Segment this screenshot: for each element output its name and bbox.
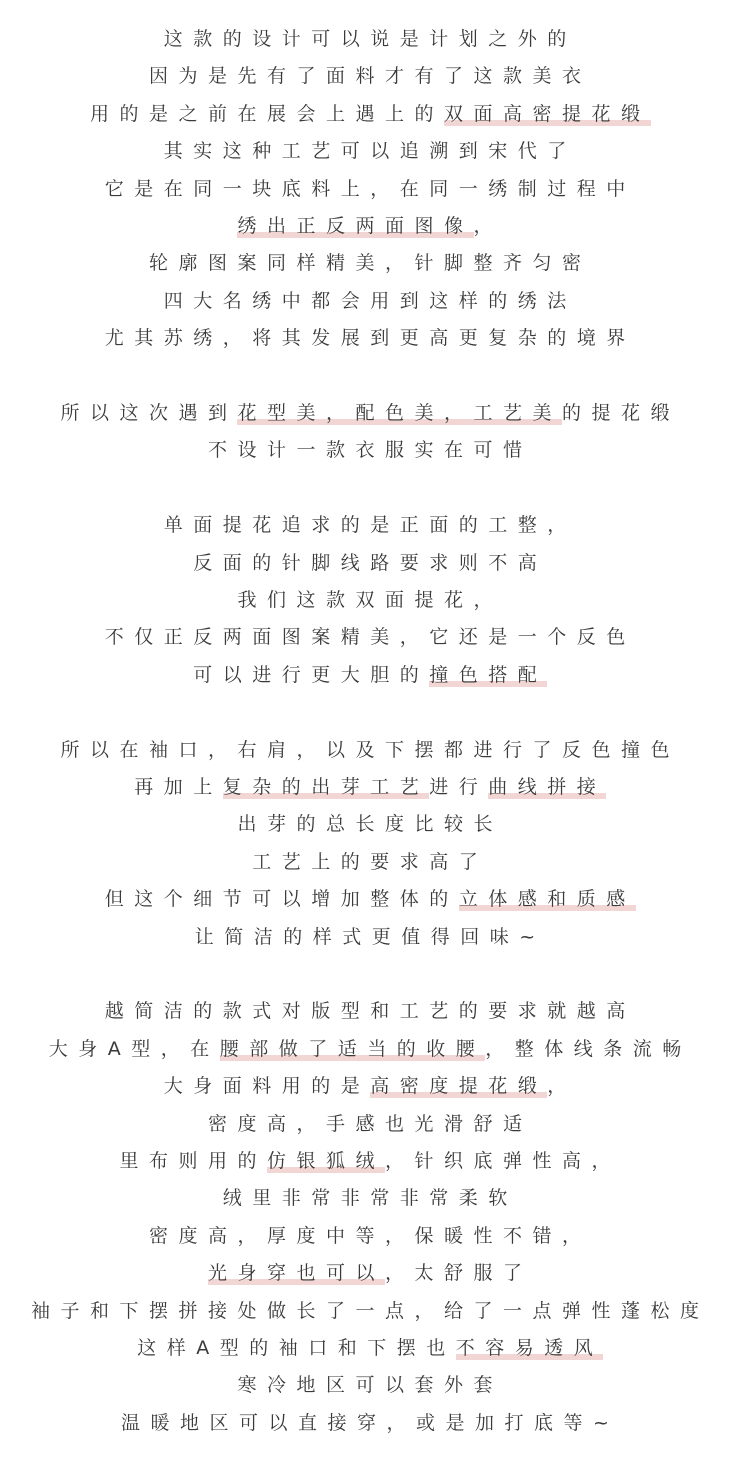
text-line — [0, 135, 730, 167]
text-line — [0, 60, 730, 92]
highlighted-phrase: 曲线拼接 — [488, 776, 607, 798]
text-segment: 所以在袖口，右肩，以及下摆都进行了反色撞色 — [60, 738, 680, 761]
text-segment: 它是在同一块底料上，在同一绣制过程中 — [104, 177, 636, 200]
text-line — [0, 247, 730, 279]
text-segment: 用的是之前在展会上遇上的 — [89, 102, 444, 125]
text-segment: 让简洁的样式更值得回味~ — [194, 925, 546, 948]
highlighted-phrase: 光身穿也可以 — [207, 1262, 385, 1285]
text-line — [0, 23, 730, 55]
text-line — [0, 1332, 730, 1364]
text-segment: 所以这次遇到 — [60, 402, 238, 424]
text-segment: 密度高，手感也光滑舒适 — [207, 1112, 533, 1135]
text-segment: 轮廓图案同样精美，针脚整齐匀密 — [148, 252, 592, 275]
highlighted-phrase: 不容易透风 — [455, 1337, 604, 1359]
text-segment: 袖子和下摆拼接处做长了一点，给了一点弹性蓬松度 — [30, 1299, 710, 1322]
text-line — [0, 921, 730, 953]
text-segment: 工艺上的要求高了 — [252, 850, 489, 873]
text-line — [0, 1182, 730, 1214]
text-segment: 大身面料用的是 — [163, 1075, 371, 1098]
text-line — [0, 1257, 730, 1289]
text-segment: 但这个细节可以增加整体的 — [104, 888, 459, 911]
text-line — [0, 210, 730, 242]
highlighted-phrase: 复杂的出芽工艺 — [222, 776, 430, 798]
text-line — [0, 846, 730, 878]
text-segment: 不仅正反两面图案精美，它还是一个反色 — [104, 626, 636, 649]
text-line — [0, 1145, 730, 1177]
text-line — [0, 1295, 730, 1327]
text-segment: ，太舒服了 — [385, 1262, 533, 1285]
text-line — [0, 1108, 730, 1140]
text-segment: 密度高，厚度中等，保暖性不错， — [148, 1224, 592, 1247]
highlighted-phrase: 双面高密提花缎 — [444, 102, 651, 125]
text-line — [0, 285, 730, 317]
text-line — [0, 1070, 730, 1102]
text-line — [0, 771, 730, 803]
text-segment: 不设计一款衣服实在可惜 — [207, 439, 533, 462]
text-segment: 反面的针脚线路要求则不高 — [193, 551, 548, 574]
text-segment: 越简洁的款式对版型和工艺的要求就越高 — [104, 1000, 636, 1023]
text-line — [0, 883, 730, 915]
text-line — [0, 509, 730, 541]
text-segment: 绒里非常非常非常柔软 — [222, 1187, 518, 1210]
text-line — [0, 621, 730, 653]
text-segment: 其实这种工艺可以追溯到宋代了 — [163, 140, 577, 163]
text-segment: 寒冷地区可以套外套 — [237, 1374, 503, 1397]
text-segment: ， — [473, 215, 504, 237]
text-segment: 四大名绣中都会用到这样的绣法 — [163, 289, 577, 312]
text-segment: 再加上 — [134, 776, 223, 798]
text-segment: 大身A型，在 — [48, 1037, 220, 1060]
text-segment: 出芽的总长度比较长 — [237, 813, 503, 836]
text-line — [0, 547, 730, 579]
text-line — [0, 173, 730, 205]
text-segment: 尤其苏绣，将其发展到更高更复杂的境界 — [104, 327, 636, 350]
highlighted-phrase: 高密度提花缎 — [370, 1075, 548, 1098]
text-line — [0, 322, 730, 354]
text-line — [0, 659, 730, 691]
text-line — [0, 1033, 730, 1065]
text-segment: 里布则用的 — [119, 1150, 267, 1172]
text-line — [0, 98, 730, 130]
text-segment: 我们这款双面提花， — [237, 589, 503, 611]
text-segment: 可以进行更大胆的 — [193, 663, 430, 686]
text-segment: 温暖地区可以直接穿，或是加打底等~ — [121, 1411, 620, 1434]
text-line — [0, 1369, 730, 1401]
text-segment: ，整体线条流畅 — [485, 1037, 692, 1060]
highlighted-phrase: 撞色搭配 — [429, 663, 548, 686]
highlighted-phrase: 仿银狐绒 — [266, 1150, 385, 1172]
text-segment: 这款的设计可以说是计划之外的 — [163, 28, 577, 50]
highlighted-phrase: 腰部做了适当的收腰 — [219, 1037, 486, 1060]
text-segment: 因为是先有了面料才有了这款美衣 — [148, 65, 592, 88]
text-line — [0, 995, 730, 1027]
text-segment: 单面提花追求的是正面的工整， — [163, 514, 577, 537]
highlighted-phrase: 立体感和质感 — [458, 888, 636, 911]
text-line — [0, 808, 730, 840]
highlighted-phrase: 绣出正反两面图像 — [237, 215, 474, 237]
text-line — [0, 584, 730, 616]
text-line — [0, 734, 730, 766]
text-segment: ， — [547, 1075, 577, 1098]
text-segment: 进行 — [429, 776, 489, 798]
text-segment: ，针织底弹性高， — [385, 1150, 622, 1172]
text-line — [0, 1407, 730, 1439]
text-segment: 这样A型的袖口和下摆也 — [137, 1337, 456, 1359]
highlighted-phrase: 花型美，配色美，工艺美 — [237, 402, 562, 424]
text-line — [0, 434, 730, 466]
text-segment: 的提花缎 — [562, 402, 681, 424]
text-line — [0, 1220, 730, 1252]
text-line — [0, 397, 730, 429]
